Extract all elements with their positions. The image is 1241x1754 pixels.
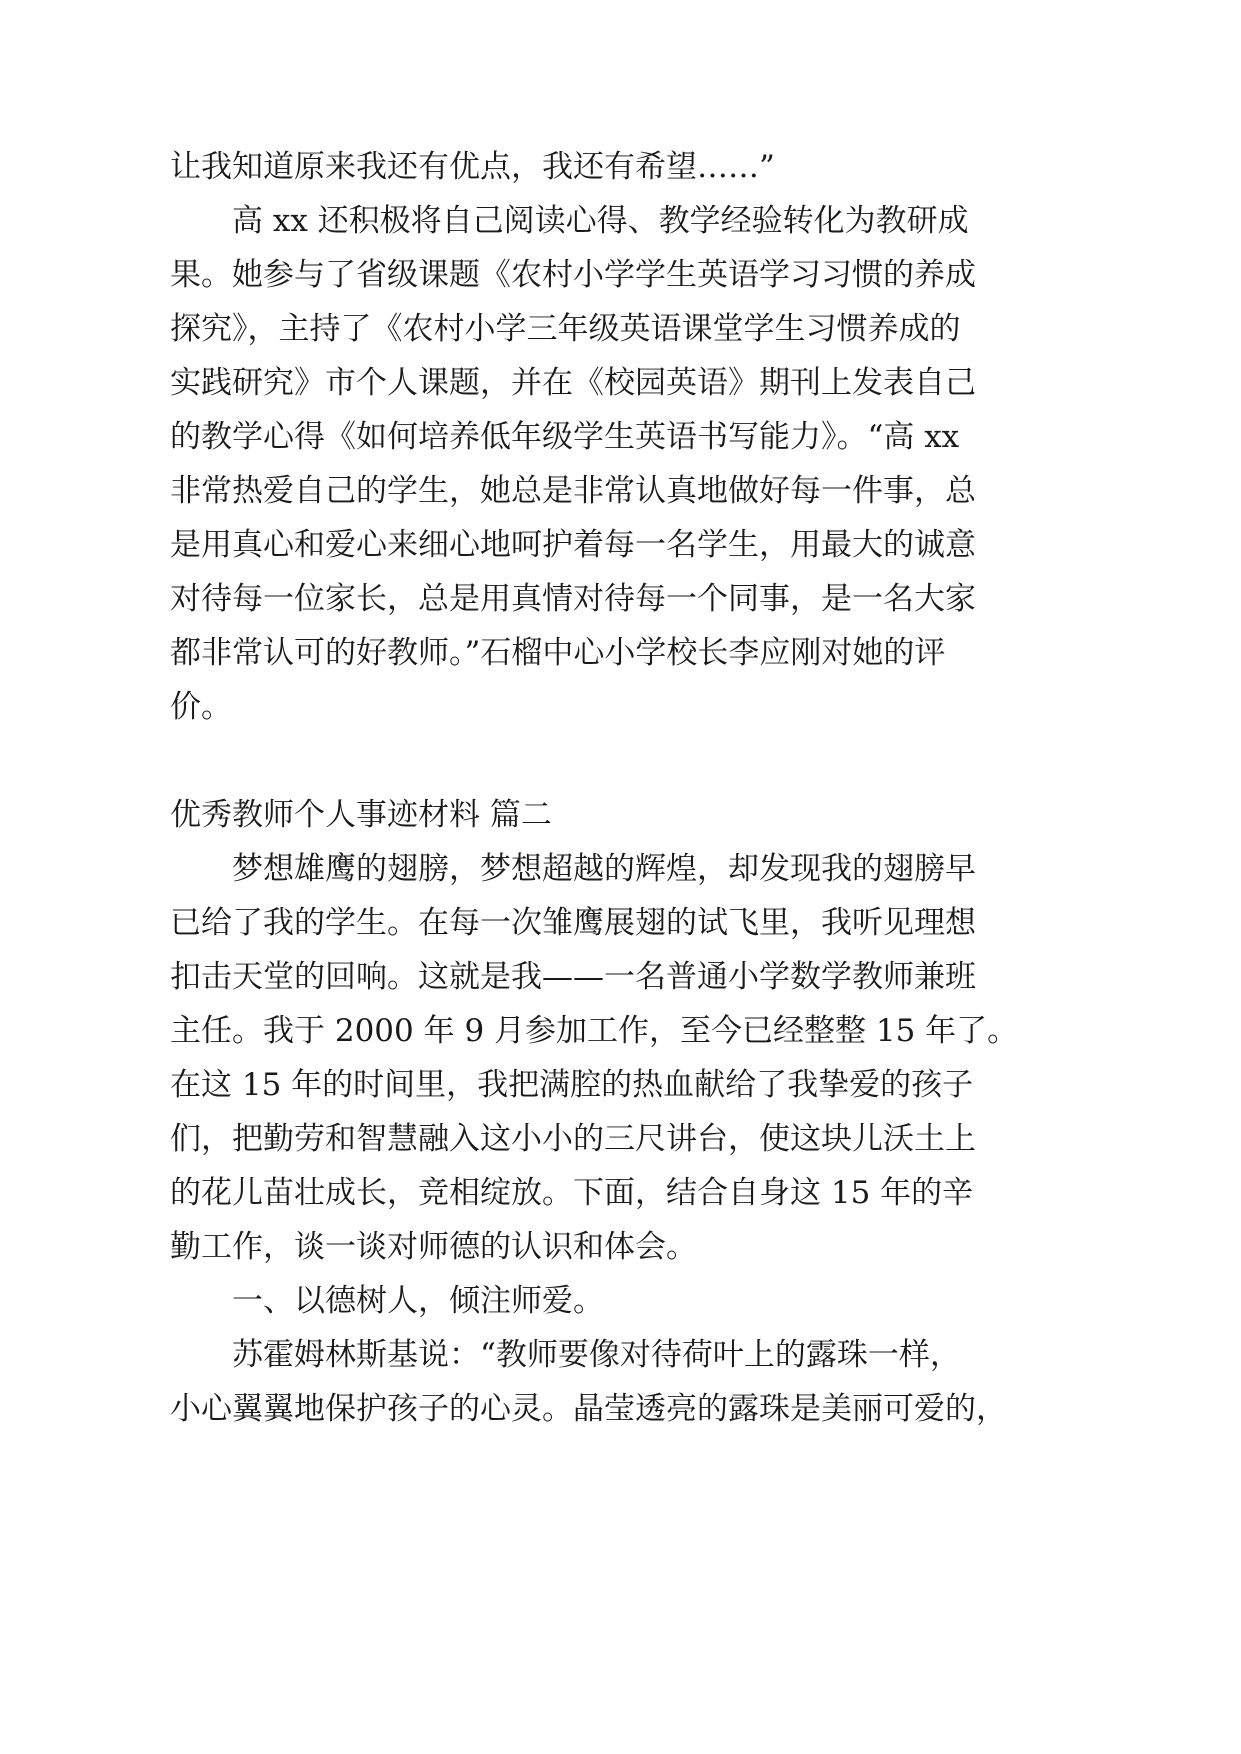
text-line: 勤工作，谈一谈对师德的认识和体会。 [170,1229,697,1265]
text-line: 在这 15 年的时间里，我把满腔的热血献给了我挚爱的孩子 [170,1067,974,1103]
text-line: 小心翼翼地保护孩子的心灵。晶莹透亮的露珠是美丽可爱的， [170,1391,1007,1427]
text-line: 非常热爱自己的学生，她总是非常认真地做好每一件事，总 [170,473,976,509]
text-line: 的教学心得《如何培养低年级学生英语书写能力》。“高 xx [170,419,960,455]
text-line: 主任。我于 2000 年 9 月参加工作，至今已经整整 15 年了。 [170,1013,1019,1049]
paragraph-first-line: 梦想雄鹰的翅膀，梦想超越的辉煌，却发现我的翅膀早 [232,851,976,887]
text-line: 对待每一位家长，总是用真情对待每一个同事，是一名大家 [170,581,976,617]
text-line: 价。 [170,689,232,725]
text-line: 探究》，主持了《农村小学三年级英语课堂学生习惯养成的 [170,311,961,347]
section-heading: 优秀教师个人事迹材料 篇二 [170,797,552,833]
text-line: 实践研究》市个人课题，并在《校园英语》期刊上发表自己 [170,365,976,401]
paragraph-first-line: 苏霍姆林斯基说：“教师要像对待荷叶上的露珠一样， [232,1337,961,1373]
subsection-heading: 一、以德树人，倾注师爱。 [232,1283,604,1319]
text-line: 果。她参与了省级课题《农村小学学生英语学习习惯的养成 [170,257,976,293]
text-line: 都非常认可的好教师。”石榴中心小学校长李应刚对她的评 [170,635,946,671]
text-line: 扣击天堂的回响。这就是我——一名普通小学数学教师兼班 [170,959,976,995]
text-line: 的花儿苗壮成长，竞相绽放。下面，结合自身这 15 年的辛 [170,1175,974,1211]
text-line: 已给了我的学生。在每一次雏鹰展翅的试飞里，我听见理想 [170,905,976,941]
text-line: 让我知道原来我还有优点，我还有希望……” [170,149,775,185]
paragraph-first-line: 高 xx 还积极将自己阅读心得、教学经验转化为教研成 [232,203,969,239]
text-line: 们，把勤劳和智慧融入这小小的三尺讲台，使这块儿沃土上 [170,1121,976,1157]
text-line: 是用真心和爱心来细心地呵护着每一名学生，用最大的诚意 [170,527,976,563]
